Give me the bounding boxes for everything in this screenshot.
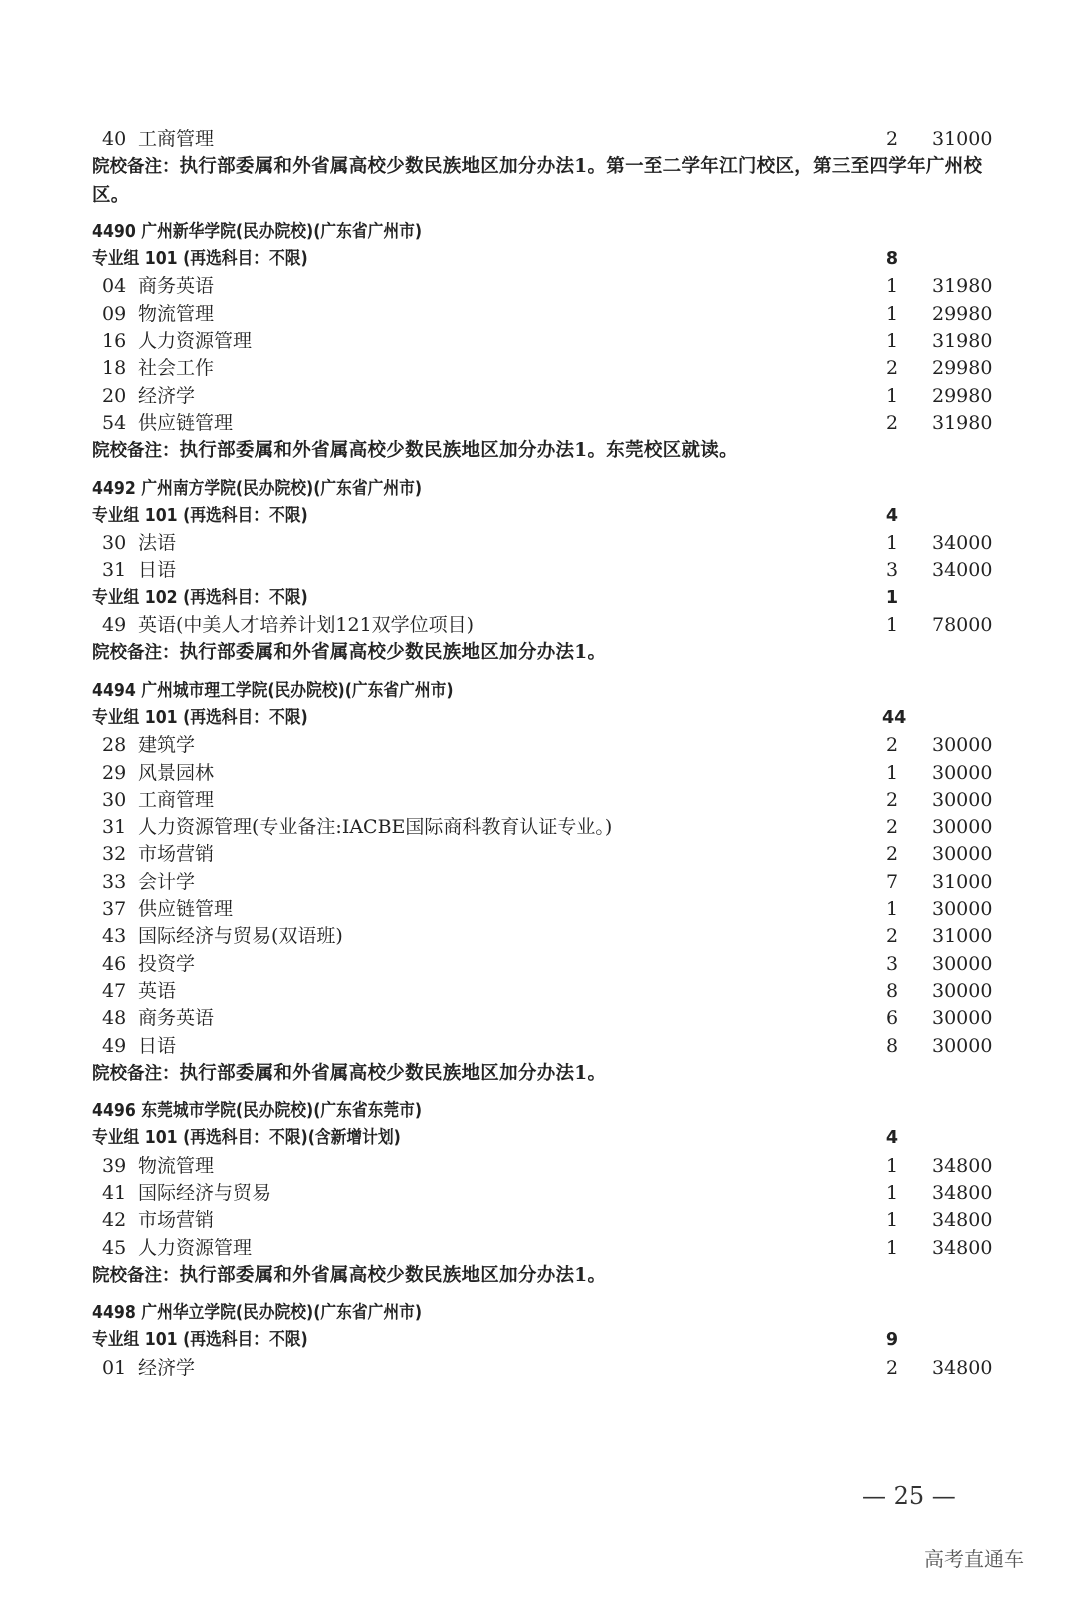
note-text: 执行部委属和外省属高校少数民族地区加分办法1。 — [179, 1264, 607, 1286]
section-gap — [92, 668, 992, 678]
tuition-fee: 34800 — [932, 1356, 993, 1379]
plan-count: 1 — [885, 1181, 899, 1204]
plan-count: 1 — [885, 761, 899, 784]
note-text: 执行部委属和外省属高校少数民族地区加分办法1。 — [179, 642, 607, 664]
plan-count: 1 — [885, 898, 899, 921]
tuition-fee: 29980 — [932, 384, 993, 407]
school-title: 4490 广州新华学院(民办院校)(广东省广州市) — [92, 221, 423, 242]
tuition-fee: 29980 — [932, 302, 993, 325]
school-header — [92, 1300, 992, 1327]
major-code: 40 — [102, 128, 127, 150]
major-row — [92, 1180, 992, 1207]
plan-count: 3 — [885, 952, 899, 975]
tuition-fee: 34800 — [932, 1154, 993, 1177]
tuition-fee: 30000 — [932, 952, 993, 975]
group-label: 专业组 101 (再选科目：不限) — [92, 505, 308, 526]
major-name: 物流管理 — [138, 1154, 215, 1177]
major-row — [92, 410, 992, 437]
major-name: 日语 — [138, 559, 177, 582]
major-row — [92, 814, 992, 841]
major-name: 法语 — [138, 532, 177, 555]
plan-count: 1 — [885, 275, 899, 298]
plan-count: 2 — [885, 128, 899, 150]
major-code: 16 — [102, 330, 127, 353]
major-row — [92, 530, 992, 557]
major-row — [92, 787, 992, 814]
plan-count: 1 — [885, 384, 899, 407]
major-row — [92, 841, 992, 868]
school-note — [92, 639, 992, 667]
tuition-fee: 31000 — [932, 870, 993, 893]
major-name: 经济学 — [138, 384, 196, 407]
tuition-fee: 31980 — [932, 411, 993, 434]
major-code: 31 — [102, 559, 127, 582]
plan-count: 7 — [885, 870, 899, 893]
tuition-fee: 30000 — [932, 761, 993, 784]
major-row — [92, 557, 992, 584]
plan-count: 8 — [885, 1034, 899, 1057]
major-code: 45 — [102, 1236, 127, 1259]
major-name: 经济学 — [138, 1356, 196, 1379]
group-plan-count: 44 — [882, 707, 907, 728]
school-title: 4498 广州华立学院(民办院校)(广东省广州市) — [92, 1303, 423, 1324]
major-row — [92, 1207, 992, 1234]
school-note — [92, 437, 992, 465]
major-name: 市场营销 — [138, 843, 215, 866]
major-name: 人力资源管理 — [138, 1236, 253, 1259]
group-plan-count: 9 — [885, 1330, 899, 1351]
group-label: 专业组 101 (再选科目：不限) — [92, 249, 308, 270]
major-row — [92, 1005, 992, 1032]
major-name: 人力资源管理 — [138, 330, 253, 353]
school-header — [92, 678, 992, 705]
major-code: 43 — [102, 925, 127, 948]
tuition-fee: 34000 — [932, 532, 993, 555]
major-group-row — [92, 585, 992, 612]
major-code: 49 — [102, 1034, 127, 1057]
tuition-fee: 31980 — [932, 275, 993, 298]
major-name: 投资学 — [138, 952, 196, 975]
major-code: 29 — [102, 761, 127, 784]
section-gap — [92, 466, 992, 476]
major-group-row — [92, 246, 992, 273]
group-label: 专业组 101 (再选科目：不限)(含新增计划) — [92, 1128, 401, 1149]
major-group-row — [92, 1125, 992, 1152]
plan-count: 1 — [885, 1154, 899, 1177]
group-label: 专业组 102 (再选科目：不限) — [92, 587, 308, 608]
document-page — [92, 126, 992, 1382]
school-title: 4494 广州城市理工学院(民办院校)(广东省广州市) — [92, 680, 454, 701]
note-text: 执行部委属和外省属高校少数民族地区加分办法1。 — [179, 1062, 607, 1084]
note-label: 院校备注： — [92, 1063, 180, 1084]
group-label: 专业组 101 (再选科目：不限) — [92, 1330, 308, 1351]
major-name: 国际经济与贸易(双语班) — [138, 925, 343, 948]
tuition-fee: 34800 — [932, 1209, 993, 1232]
major-code: 04 — [102, 275, 127, 298]
major-name: 商务英语 — [138, 275, 215, 298]
major-name: 供应链管理 — [138, 411, 234, 434]
major-name: 英语 — [138, 979, 177, 1002]
tuition-fee: 30000 — [932, 843, 993, 866]
major-name: 商务英语 — [138, 1007, 215, 1030]
major-code: 28 — [102, 734, 127, 757]
group-plan-count: 4 — [885, 1128, 899, 1149]
section-gap — [92, 1290, 992, 1300]
tuition-fee: 31980 — [932, 330, 993, 353]
major-row — [92, 301, 992, 328]
group-plan-count: 4 — [885, 505, 899, 526]
major-row — [92, 1235, 992, 1262]
major-row — [92, 383, 992, 410]
major-row — [92, 951, 992, 978]
major-code: 47 — [102, 979, 127, 1002]
plan-count: 2 — [885, 843, 899, 866]
note-text: 执行部委属和外省属高校少数民族地区加分办法1。第一至二学年江门校区，第三至四学年广州校区。 — [92, 156, 983, 206]
major-row — [92, 978, 992, 1005]
plan-count: 6 — [885, 1007, 899, 1030]
tuition-fee: 78000 — [932, 614, 993, 637]
major-code: 54 — [102, 411, 127, 434]
group-plan-count: 1 — [885, 587, 899, 608]
plan-count: 1 — [885, 302, 899, 325]
major-code: 46 — [102, 952, 127, 975]
note-label: 院校备注： — [92, 441, 180, 462]
major-row — [92, 869, 992, 896]
major-code: 31 — [102, 816, 127, 839]
major-name: 物流管理 — [138, 302, 215, 325]
section-gap — [92, 1088, 992, 1098]
note-label: 院校备注： — [92, 643, 180, 664]
tuition-fee: 34000 — [932, 559, 993, 582]
major-name: 风景园林 — [138, 761, 215, 784]
school-title: 4496 东莞城市学院(民办院校)(广东省东莞市) — [92, 1101, 423, 1122]
plan-count: 8 — [885, 979, 899, 1002]
major-code: 33 — [102, 870, 127, 893]
major-code: 37 — [102, 898, 127, 921]
major-name: 人力资源管理(专业备注:IACBE国际商科教育认证专业。) — [138, 816, 613, 839]
major-code: 09 — [102, 302, 127, 325]
major-group-row — [92, 503, 992, 530]
tuition-fee: 30000 — [932, 1034, 993, 1057]
major-row — [92, 328, 992, 355]
major-code: 39 — [102, 1154, 127, 1177]
school-note — [92, 1262, 992, 1290]
school-header — [92, 219, 992, 246]
major-row — [92, 1153, 992, 1180]
watermark: 高考直通车 — [924, 1547, 1024, 1571]
page-number: — 25 — — [862, 1482, 956, 1510]
major-name: 国际经济与贸易 — [138, 1181, 272, 1204]
major-group-row — [92, 705, 992, 732]
major-row — [92, 355, 992, 382]
tuition-fee: 30000 — [932, 816, 993, 839]
tuition-fee: 34800 — [932, 1181, 993, 1204]
major-code: 32 — [102, 843, 127, 866]
major-row — [92, 1355, 992, 1382]
plan-count: 1 — [885, 532, 899, 555]
plan-count: 2 — [885, 925, 899, 948]
plan-count: 2 — [885, 357, 899, 380]
plan-count: 1 — [885, 1209, 899, 1232]
school-list — [92, 209, 992, 1382]
major-name: 工商管理 — [138, 128, 215, 150]
plan-count: 2 — [885, 788, 899, 811]
major-name: 供应链管理 — [138, 898, 234, 921]
tuition-fee: 29980 — [932, 357, 993, 380]
major-code: 49 — [102, 614, 127, 637]
tuition-fee: 34800 — [932, 1236, 993, 1259]
major-code: 01 — [102, 1356, 127, 1379]
plan-count: 2 — [885, 816, 899, 839]
major-name: 建筑学 — [138, 734, 196, 757]
tuition-fee: 30000 — [932, 788, 993, 811]
plan-count: 1 — [885, 1236, 899, 1259]
group-label: 专业组 101 (再选科目：不限) — [92, 707, 308, 728]
tuition-fee: 30000 — [932, 898, 993, 921]
major-name: 社会工作 — [138, 357, 215, 380]
major-code: 30 — [102, 788, 127, 811]
major-row — [92, 126, 992, 153]
major-name: 英语(中美人才培养计划121双学位项目) — [138, 614, 475, 637]
major-row — [92, 612, 992, 639]
major-row — [92, 273, 992, 300]
major-row — [92, 923, 992, 950]
school-note — [92, 153, 992, 209]
major-row — [92, 732, 992, 759]
major-row — [92, 760, 992, 787]
section-gap — [92, 209, 992, 219]
major-name: 工商管理 — [138, 788, 215, 811]
plan-count: 2 — [885, 1356, 899, 1379]
tuition-fee: 30000 — [932, 1007, 993, 1030]
note-label: 院校备注： — [92, 1265, 180, 1286]
major-code: 42 — [102, 1209, 127, 1232]
major-code: 30 — [102, 532, 127, 555]
plan-count: 1 — [885, 330, 899, 353]
note-text: 执行部委属和外省属高校少数民族地区加分办法1。东莞校区就读。 — [179, 440, 738, 462]
major-row — [92, 896, 992, 923]
major-code: 20 — [102, 384, 127, 407]
plan-count: 3 — [885, 559, 899, 582]
school-title: 4492 广州南方学院(民办院校)(广东省广州市) — [92, 478, 423, 499]
tuition-fee: 31000 — [932, 925, 993, 948]
major-name: 会计学 — [138, 870, 196, 893]
note-label: 院校备注： — [92, 157, 180, 178]
tuition-fee: 30000 — [932, 734, 993, 757]
plan-count: 2 — [885, 734, 899, 757]
plan-count: 1 — [885, 614, 899, 637]
major-code: 48 — [102, 1007, 127, 1030]
major-name: 日语 — [138, 1034, 177, 1057]
major-group-row — [92, 1327, 992, 1354]
school-header — [92, 1098, 992, 1125]
major-code: 18 — [102, 357, 127, 380]
major-code: 41 — [102, 1181, 127, 1204]
plan-count: 2 — [885, 411, 899, 434]
major-row — [92, 1033, 992, 1060]
school-header — [92, 476, 992, 503]
school-note — [92, 1060, 992, 1088]
tuition-fee: 30000 — [932, 979, 993, 1002]
group-plan-count: 8 — [885, 249, 899, 270]
major-name: 市场营销 — [138, 1209, 215, 1232]
tuition-fee: 31000 — [932, 128, 993, 150]
